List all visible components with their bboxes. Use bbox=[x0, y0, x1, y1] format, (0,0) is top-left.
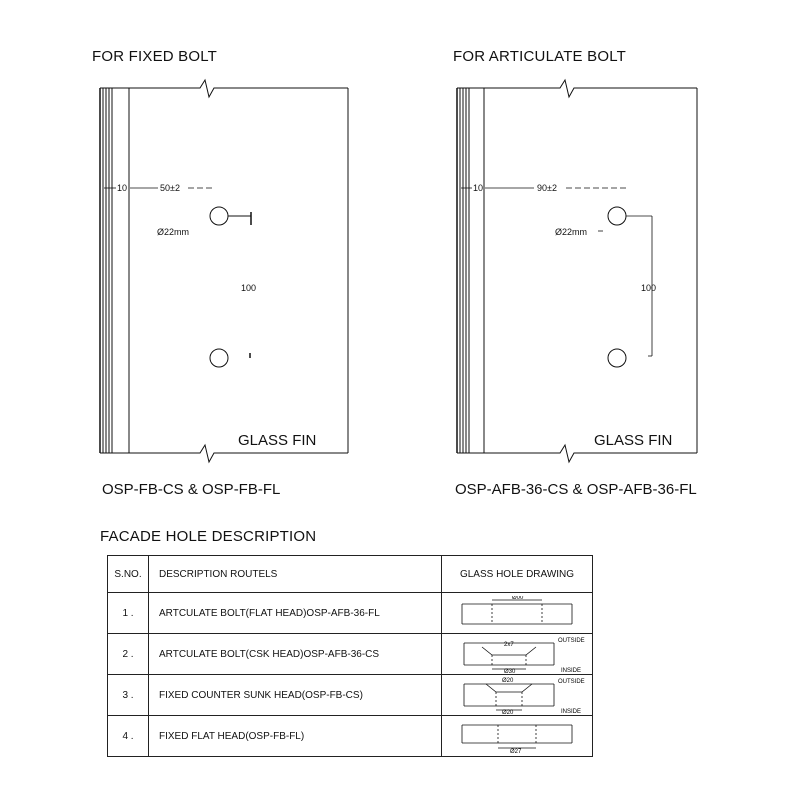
left-glass-fin-label: GLASS FIN bbox=[238, 432, 317, 449]
right-diameter-dimension: Ø22mm bbox=[555, 227, 588, 237]
row-description: ARTCULATE BOLT(FLAT HEAD)OSP-AFB-36-FL bbox=[149, 593, 442, 634]
left-spacing-dimension: 100 bbox=[241, 283, 257, 293]
hole-drawing-fixed-csk bbox=[442, 675, 593, 716]
right-glass-fin-label: GLASS FIN bbox=[594, 432, 673, 449]
hole-dimension: Ø20 bbox=[502, 678, 514, 684]
left-heading: FOR FIXED BOLT bbox=[92, 48, 218, 65]
header-description: DESCRIPTION ROUTELS bbox=[149, 556, 442, 593]
left-offset-dimension: 50±2 bbox=[160, 183, 180, 193]
right-spacing-dimension: 100 bbox=[641, 283, 657, 293]
table-row bbox=[108, 634, 593, 675]
right-fin-drawing bbox=[457, 80, 697, 462]
table-row bbox=[108, 593, 593, 634]
hole-drawing-csk-articulate bbox=[442, 634, 593, 675]
hole-dimension: 2x7 bbox=[504, 642, 514, 648]
right-edge-dimension: 10 bbox=[473, 183, 484, 193]
left-fin-drawing bbox=[100, 80, 348, 462]
outside-label: OUTSIDE bbox=[558, 679, 585, 685]
row-number: 1 . bbox=[108, 593, 149, 634]
inside-label: INSIDE bbox=[561, 709, 582, 714]
outside-label: OUTSIDE bbox=[558, 638, 585, 644]
row-number: 3 . bbox=[108, 675, 149, 716]
left-diameter-dimension: Ø22mm bbox=[157, 227, 190, 237]
table-title: FACADE HOLE DESCRIPTION bbox=[100, 528, 317, 545]
header-drawing: GLASS HOLE DRAWING bbox=[442, 556, 593, 593]
hole-drawing-fixed-flat bbox=[442, 716, 593, 757]
hole-dimension: Ø20 bbox=[502, 710, 514, 714]
hole-dimension: Ø27 bbox=[510, 749, 522, 753]
left-product-code: OSP-FB-CS & OSP-FB-FL bbox=[102, 481, 281, 498]
hole-drawing-flat-articulate bbox=[442, 593, 593, 634]
row-description: FIXED COUNTER SUNK HEAD(OSP-FB-CS) bbox=[149, 675, 442, 716]
facade-hole-table bbox=[107, 555, 593, 757]
table-row bbox=[108, 675, 593, 716]
right-heading: FOR ARTICULATE BOLT bbox=[453, 48, 626, 65]
row-number: 2 . bbox=[108, 634, 149, 675]
table-header-row bbox=[108, 556, 593, 593]
row-description: ARTCULATE BOLT(CSK HEAD)OSP-AFB-36-CS bbox=[149, 634, 442, 675]
inside-label: INSIDE bbox=[561, 668, 582, 673]
row-description: FIXED FLAT HEAD(OSP-FB-FL) bbox=[149, 716, 442, 757]
left-edge-dimension: 10 bbox=[117, 183, 128, 193]
right-product-code: OSP-AFB-36-CS & OSP-AFB-36-FL bbox=[455, 481, 697, 498]
header-sno: S.NO. bbox=[108, 556, 149, 593]
right-offset-dimension: 90±2 bbox=[537, 183, 557, 193]
table-row bbox=[108, 716, 593, 757]
hole-dimension: Ø00 bbox=[512, 596, 524, 601]
row-number: 4 . bbox=[108, 716, 149, 757]
hole-dimension: Ø30 bbox=[504, 669, 516, 673]
